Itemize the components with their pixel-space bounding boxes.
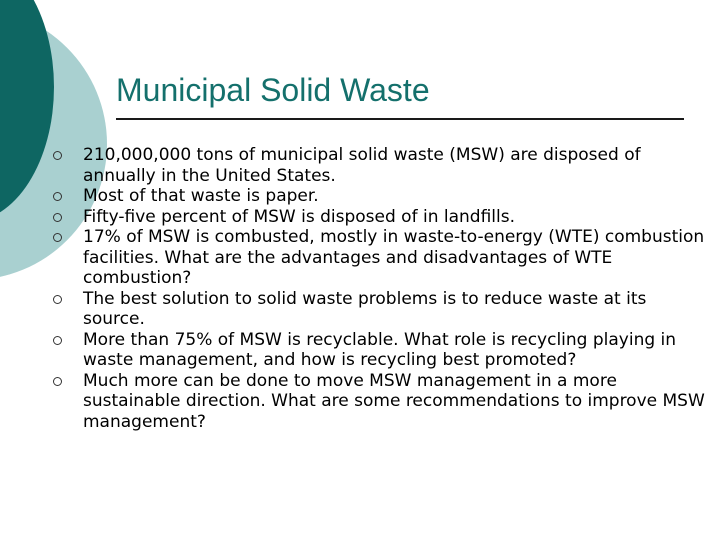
bullet-item bbox=[53, 186, 713, 207]
bullet-list bbox=[53, 145, 713, 432]
bullet-text: 210,000,000 tons of municipal solid waste (MSW) are disposed of annually in the United States. bbox=[83, 145, 641, 186]
hollow-circle-icon bbox=[53, 213, 62, 222]
bullet-item bbox=[53, 289, 713, 330]
hollow-circle-icon bbox=[53, 377, 62, 386]
bullet-text: Fifty-five percent of MSW is disposed of in landfills. bbox=[83, 206, 515, 227]
hollow-circle-icon bbox=[53, 233, 62, 242]
bullet-text: 17% of MSW is combusted, mostly in waste-to-energy (WTE) combustion facilities. What are the advantages and disadvantages of WTE combustion? bbox=[83, 227, 705, 288]
bullet-text: Most of that waste is paper. bbox=[83, 186, 319, 206]
bullet-item bbox=[53, 207, 713, 228]
title-underline bbox=[116, 118, 684, 120]
hollow-circle-icon bbox=[53, 295, 62, 304]
bullet-text: More than 75% of MSW is recyclable. What role is recycling playing in waste management, and how is recycling best promoted? bbox=[83, 329, 677, 370]
hollow-circle-icon bbox=[53, 336, 62, 345]
bullet-item bbox=[53, 330, 713, 371]
bullet-text: The best solution to solid waste problems is to reduce waste at its source. bbox=[83, 288, 647, 329]
bullet-text: Much more can be done to move MSW management in a more sustainable direction. What are some recommendations to improve MSW management? bbox=[83, 370, 705, 432]
bullet-item bbox=[53, 145, 713, 186]
hollow-circle-icon bbox=[53, 151, 62, 160]
bullet-item bbox=[53, 371, 713, 433]
hollow-circle-icon bbox=[53, 192, 62, 201]
slide-title: Municipal Solid Waste bbox=[116, 72, 430, 108]
bullet-item bbox=[53, 227, 713, 289]
